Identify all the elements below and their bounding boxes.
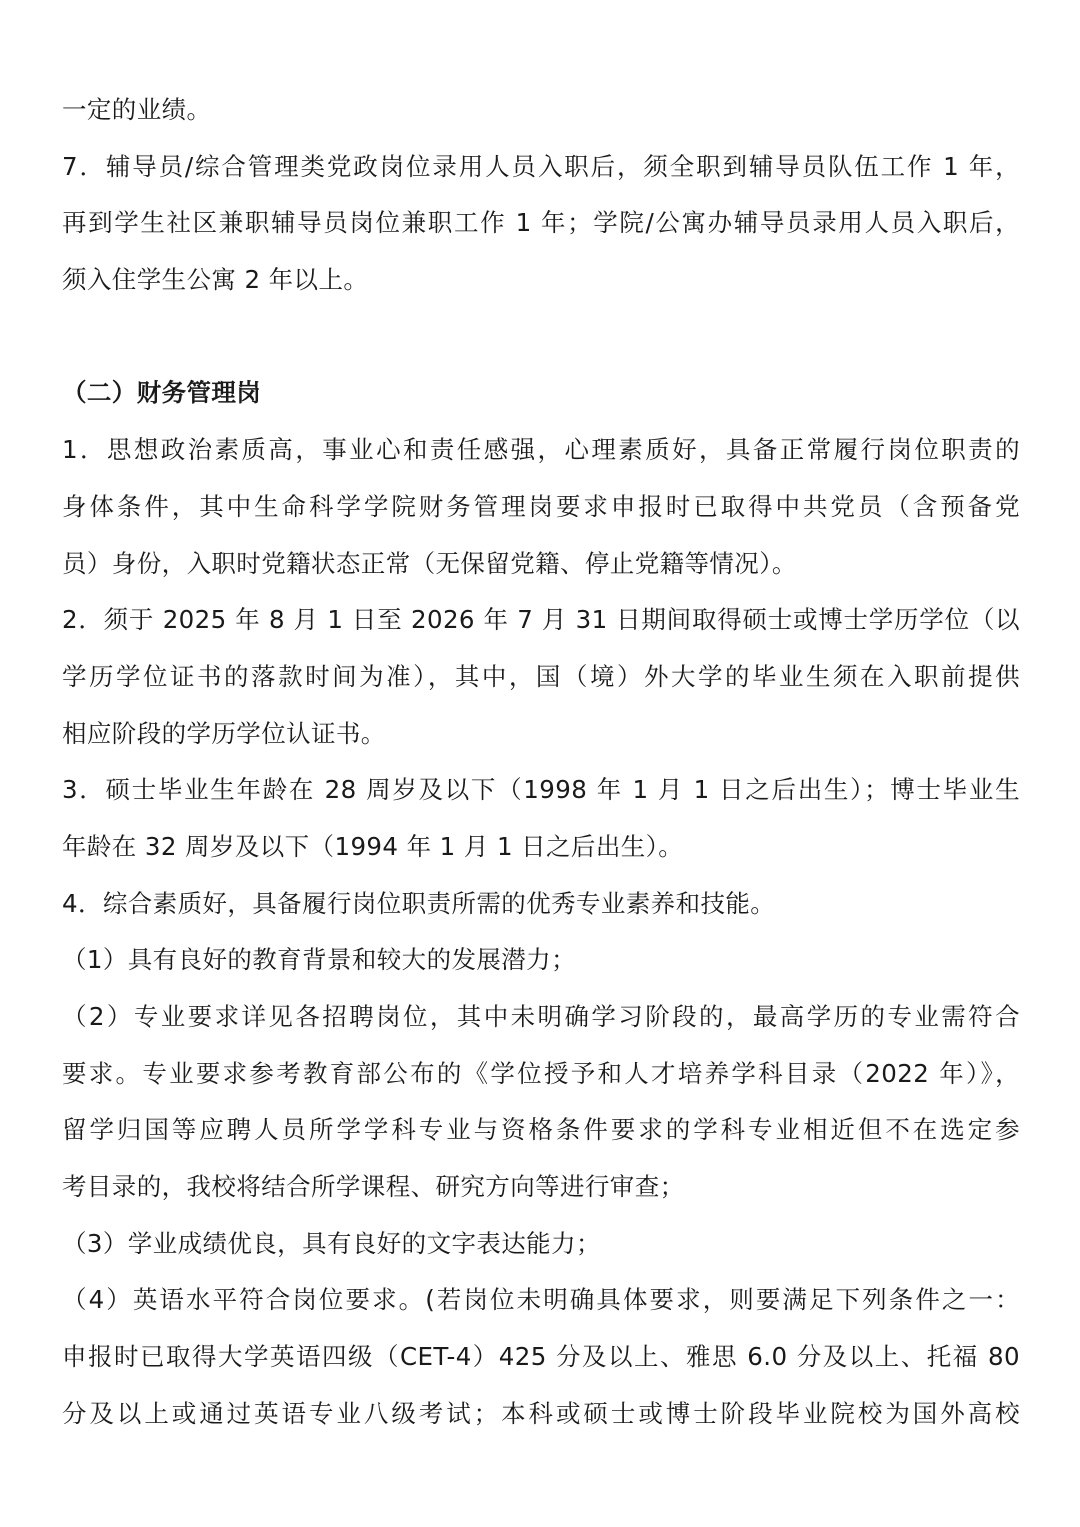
text-line: 考目录的，我校将结合所学课程、研究方向等进行审查； xyxy=(62,1172,685,1202)
text-line: 留学归国等应聘人员所学学科专业与资格条件要求的学科专业相近但不在选定参 xyxy=(62,1115,1020,1145)
text-line: 2．须于 2025 年 8 月 1 日至 2026 年 7 月 31 日期间取得硕士或博士学历学位（以 xyxy=(62,605,1020,635)
text-line: 员）身份，入职时党籍状态正常（无保留党籍、停止党籍等情况）。 xyxy=(62,548,797,578)
text-line: 分及以上或通过英语专业八级考试；本科或硕士或博士阶段毕业院校为国外高校 xyxy=(62,1398,1020,1428)
text-line: （2）专业要求详见各招聘岗位，其中未明确学习阶段的，最高学历的专业需符合 xyxy=(62,1002,1020,1031)
section-heading: （二）财务管理岗 xyxy=(62,378,262,408)
text-line: （1）具有良好的教育背景和较大的发展潜力； xyxy=(62,945,576,975)
text-line: 要求。专业要求参考教育部公布的《学位授予和人才培养学科目录（2022 年）》， xyxy=(62,1058,1020,1088)
text-line: 4．综合素质好，具备履行岗位职责所需的优秀专业素养和技能。 xyxy=(62,888,776,918)
text-line: 一定的业绩。 xyxy=(62,95,212,124)
text-line: 须入住学生公寓 2 年以上。 xyxy=(62,265,369,295)
text-line: 学历学位证书的落款时间为准），其中，国（境）外大学的毕业生须在入职前提供 xyxy=(62,661,1020,691)
text-line: 3．硕士毕业生年龄在 28 周岁及以下（1998 年 1 月 1 日之后出生）；博士毕业生 xyxy=(62,775,1020,805)
text-line: 相应阶段的学历学位认证书。 xyxy=(62,718,386,748)
text-line: 7．辅导员/综合管理类党政岗位录用人员入职后，须全职到辅导员队伍工作 1 年， xyxy=(62,151,1020,181)
text-line: 1．思想政治素质高，事业心和责任感强，心理素质好，具备正常履行岗位职责的 xyxy=(62,435,1020,465)
document-page xyxy=(62,82,1020,1443)
text-line: （4）英语水平符合岗位要求。(若岗位未明确具体要求，则要满足下列条件之一： xyxy=(62,1285,1020,1315)
text-line: 身体条件，其中生命科学学院财务管理岗要求申报时已取得中共党员（含预备党 xyxy=(62,491,1020,521)
text-line: 年龄在 32 周岁及以下（1994 年 1 月 1 日之后出生）。 xyxy=(62,831,684,861)
text-line: 申报时已取得大学英语四级（CET-4）425 分及以上、雅思 6.0 分及以上、托福 80 xyxy=(62,1342,1020,1372)
text-line: （3）学业成绩优良，具有良好的文字表达能力； xyxy=(62,1228,601,1258)
text-line: 再到学生社区兼职辅导员岗位兼职工作 1 年；学院/公寓办辅导员录用人员入职后， xyxy=(62,208,1020,238)
blank-line xyxy=(62,309,1020,366)
